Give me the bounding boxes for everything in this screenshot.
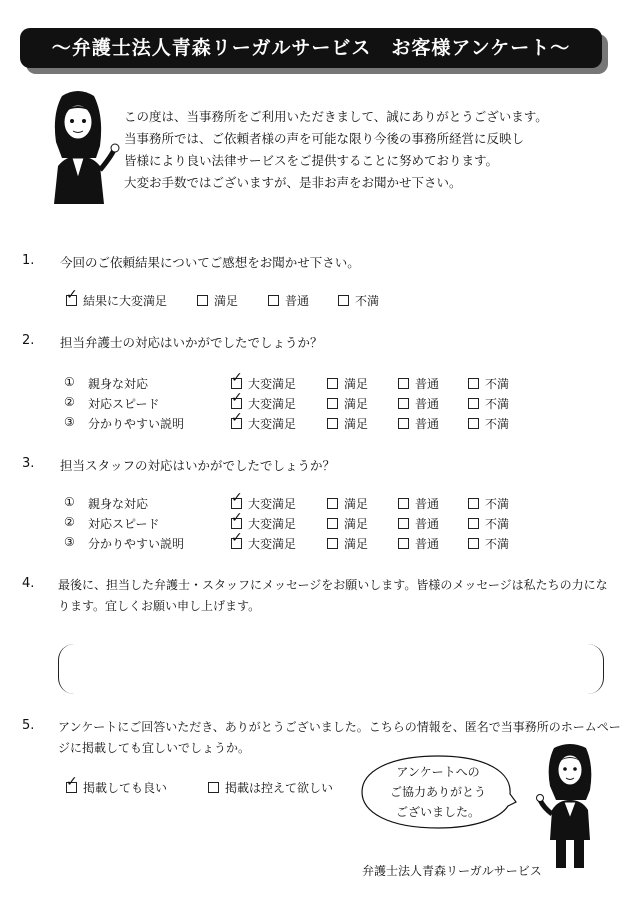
checkbox-checked[interactable] — [66, 295, 77, 306]
checkbox[interactable] — [208, 782, 219, 793]
q3-row2-option-4[interactable] — [468, 515, 509, 532]
checkbox[interactable] — [327, 398, 338, 409]
q2-row2-option-4[interactable] — [468, 395, 509, 412]
option-label: 大変満足 — [248, 537, 297, 551]
q3-row1-option-3[interactable] — [398, 495, 439, 512]
q2-question: 担当弁護士の対応はいかがでしたでしょうか？ — [60, 335, 323, 350]
checkbox[interactable] — [268, 295, 279, 306]
checkbox[interactable] — [327, 538, 338, 549]
q3-row2-option-3[interactable] — [398, 515, 439, 532]
checkbox[interactable] — [468, 398, 479, 409]
checkbox[interactable] — [468, 418, 479, 429]
option-label: 満足 — [344, 397, 369, 411]
option-label: 不満 — [485, 417, 510, 431]
q1-number: 1. — [22, 253, 35, 268]
option-label: 満足 — [214, 294, 239, 308]
q2-row3-number: ③ — [64, 415, 75, 429]
option-label: 普通 — [415, 537, 440, 551]
q2-row2-label: 対応スピード — [88, 397, 160, 411]
staff-illustration-top — [40, 86, 122, 206]
option-label: 大変満足 — [248, 417, 297, 431]
q2-row1-option-4[interactable] — [468, 375, 509, 392]
q5-question-line1: アンケートにご回答いただき、ありがとうございました。こちらの情報を、匿名で当事務所のホームペー — [58, 720, 621, 734]
checkbox[interactable] — [327, 378, 338, 389]
q3-row3-number: ③ — [64, 535, 75, 549]
option-label: 不満 — [485, 397, 510, 411]
message-input[interactable] — [58, 644, 604, 694]
bubble-line: アンケートへの — [396, 765, 480, 779]
option-label: 満足 — [344, 417, 369, 431]
option-label: 大変満足 — [248, 497, 297, 511]
checkbox[interactable] — [468, 538, 479, 549]
q3-row1-label: 親身な対応 — [88, 497, 149, 511]
q2-row3-label: 分かりやすい説明 — [88, 417, 185, 431]
q2-row3-option-3[interactable] — [398, 415, 439, 432]
intro-line: この度は、当事務所をご利用いただきまして、誠にありがとうございます。 — [124, 109, 548, 124]
option-label: 掲載しても良い — [83, 781, 168, 795]
q4-question-line2: ります。宜しくお願い申し上げます。 — [58, 599, 261, 613]
checkbox-checked[interactable] — [231, 378, 242, 389]
checkbox-checked[interactable] — [231, 418, 242, 429]
q4-question-line1: 最後に、担当した弁護士・スタッフにメッセージをお願いします。皆様のメッセージは私たちの力にな — [58, 578, 608, 592]
checkbox[interactable] — [398, 398, 409, 409]
checkbox[interactable] — [468, 518, 479, 529]
intro-line: 皆様により良い法律サービスをご提供することに努めております。 — [124, 153, 499, 168]
q2-row3-option-1[interactable] — [231, 415, 296, 432]
q5-option-2[interactable] — [208, 779, 333, 796]
q1-option-1[interactable] — [66, 292, 167, 309]
q2-row1-label: 親身な対応 — [88, 377, 149, 391]
q3-row2-label: 対応スピード — [88, 517, 160, 531]
q1-option-2[interactable] — [197, 292, 238, 309]
option-label: 結果に大変満足 — [83, 294, 168, 308]
q1-question: 今回のご依頼結果についてご感想をお聞かせ下さい。 — [60, 255, 360, 270]
option-label: 満足 — [344, 537, 369, 551]
q3-row3-option-2[interactable] — [327, 535, 368, 552]
bubble-line: ございました。 — [395, 805, 480, 819]
checkbox[interactable] — [398, 518, 409, 529]
intro-line: 当事務所では、ご依頼者様の声を可能な限り今後の事務所経営に反映し — [124, 131, 525, 146]
q2-row1-option-2[interactable] — [327, 375, 368, 392]
q2-row1-option-3[interactable] — [398, 375, 439, 392]
speech-bubble-text — [388, 762, 488, 822]
q2-row3-option-4[interactable] — [468, 415, 509, 432]
option-label: 普通 — [415, 517, 440, 531]
checkbox-checked[interactable] — [231, 538, 242, 549]
q2-row2-number: ② — [64, 395, 75, 409]
checkbox[interactable] — [398, 418, 409, 429]
q2-row2-option-2[interactable] — [327, 395, 368, 412]
checkbox-checked[interactable] — [231, 498, 242, 509]
checkbox[interactable] — [327, 418, 338, 429]
q3-row2-number: ② — [64, 515, 75, 529]
intro-text — [124, 106, 548, 194]
q3-row3-option-3[interactable] — [398, 535, 439, 552]
q3-number: 3. — [22, 456, 35, 471]
option-label: 満足 — [344, 377, 369, 391]
option-label: 掲載は控えて欲しい — [225, 781, 334, 795]
staff-illustration-bottom — [536, 740, 610, 872]
q1-option-4[interactable] — [338, 292, 379, 309]
checkbox[interactable] — [468, 378, 479, 389]
q5-question-line2: ジに掲載しても宜しいでしょうか。 — [58, 741, 251, 755]
q5-option-1[interactable] — [66, 779, 167, 796]
bubble-line: ご協力ありがとう — [389, 785, 486, 799]
option-label: 普通 — [415, 417, 440, 431]
checkbox[interactable] — [398, 498, 409, 509]
option-label: 不満 — [355, 294, 380, 308]
q3-question: 担当スタッフの対応はいかがでしたでしょうか？ — [60, 458, 336, 473]
footer-firm-name: 弁護士法人青森リーガルサービス — [362, 864, 542, 878]
checkbox[interactable] — [327, 498, 338, 509]
intro-line: 大変お手数ではございますが、是非お声をお聞かせ下さい。 — [124, 175, 462, 190]
option-label: 満足 — [344, 517, 369, 531]
option-label: 満足 — [344, 497, 369, 511]
option-label: 大変満足 — [248, 377, 297, 391]
option-label: 普通 — [285, 294, 310, 308]
q2-number: 2. — [22, 333, 35, 348]
q3-row3-option-4[interactable] — [468, 535, 509, 552]
checkbox-checked[interactable] — [231, 398, 242, 409]
q1-option-3[interactable] — [268, 292, 309, 309]
checkbox[interactable] — [197, 295, 208, 306]
q3-row2-option-2[interactable] — [327, 515, 368, 532]
q3-row3-option-1[interactable] — [231, 535, 296, 552]
q3-row1-number: ① — [64, 495, 75, 509]
q5-number: 5. — [22, 718, 35, 733]
option-label: 大変満足 — [248, 397, 297, 411]
q2-row3-option-2[interactable] — [327, 415, 368, 432]
option-label: 普通 — [415, 397, 440, 411]
q4-number: 4. — [22, 576, 35, 591]
option-label: 不満 — [485, 537, 510, 551]
option-label: 不満 — [485, 377, 510, 391]
option-label: 普通 — [415, 377, 440, 391]
option-label: 普通 — [415, 497, 440, 511]
page-title: ～弁護士法人青森リーガルサービス お客様アンケート～ — [20, 28, 602, 68]
option-label: 大変満足 — [248, 517, 297, 531]
option-label: 不満 — [485, 517, 510, 531]
checkbox[interactable] — [327, 518, 338, 529]
checkbox[interactable] — [398, 538, 409, 549]
option-label: 不満 — [485, 497, 510, 511]
checkbox-checked[interactable] — [66, 782, 77, 793]
q2-row1-number: ① — [64, 375, 75, 389]
checkbox[interactable] — [338, 295, 349, 306]
q2-row2-option-3[interactable] — [398, 395, 439, 412]
q3-row3-label: 分かりやすい説明 — [88, 537, 185, 551]
checkbox-checked[interactable] — [231, 518, 242, 529]
q3-row1-option-4[interactable] — [468, 495, 509, 512]
checkbox[interactable] — [468, 498, 479, 509]
checkbox[interactable] — [398, 378, 409, 389]
q3-row1-option-2[interactable] — [327, 495, 368, 512]
